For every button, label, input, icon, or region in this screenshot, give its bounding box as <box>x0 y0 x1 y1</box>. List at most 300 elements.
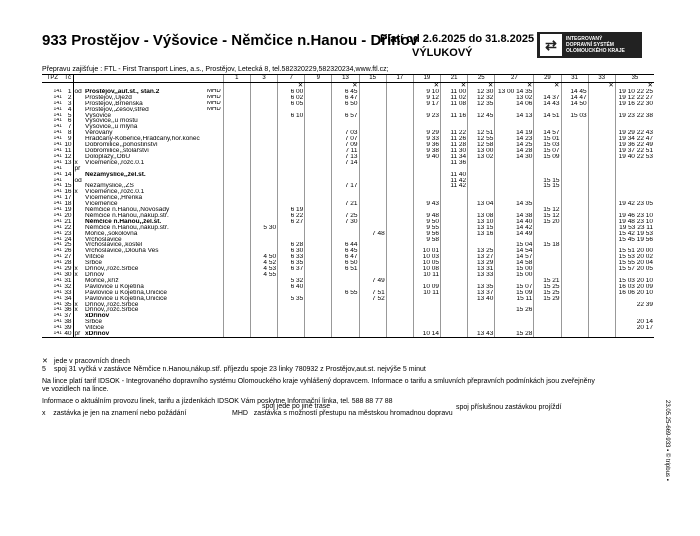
row-km: 2 <box>63 95 73 101</box>
column-header: Tč <box>64 74 72 81</box>
stop-name: Vrchoslavice,,Dlouhá Ves <box>85 248 159 255</box>
row-tpz: 141 <box>53 272 62 277</box>
row-od: x <box>74 301 78 308</box>
departure-time: 7 21 <box>332 201 359 207</box>
departure-time: 10 03 <box>413 254 440 260</box>
row-tpz: 141 <box>53 106 62 112</box>
departure-time: 14 06 <box>495 101 534 107</box>
departure-time: 11 30 <box>441 148 468 154</box>
departure-time: 10 08 <box>413 266 440 272</box>
departure-time: 6 37 <box>278 266 305 272</box>
row-tpz: 141 <box>53 183 62 189</box>
row-tpz: 141 <box>53 147 62 153</box>
stop-name: Němčice n.Hanou,,nákup.stř. <box>85 224 169 231</box>
departure-time: 11 36 <box>441 160 468 166</box>
departure-time: 15 03 <box>534 142 561 148</box>
stop-name: Nezamyslice,,žel.st. <box>85 171 146 178</box>
departure-time: 13 02 <box>468 154 495 160</box>
departure-time: 14 51 <box>534 113 561 119</box>
row-tpz: 141 <box>53 260 62 266</box>
departure-time: 15 29 <box>534 296 561 302</box>
departure-time: 6 47 <box>332 254 359 260</box>
row-od: od <box>74 177 82 184</box>
stop-name: Mořice,,kříž <box>85 277 119 284</box>
departure-time: 20 14 <box>615 319 654 325</box>
row-tpz: 141 <box>53 195 62 201</box>
departure-time: 4 50 <box>250 254 277 260</box>
row-od: př <box>73 331 84 337</box>
column-header: 9 <box>305 75 332 83</box>
column-header: TPZ <box>42 75 63 83</box>
stop-name: Prostějov,,Újezd <box>85 94 132 101</box>
departure-time: 13 31 <box>468 266 495 272</box>
departure-time: 10 09 <box>413 284 440 290</box>
row-tpz: 141 <box>53 207 62 213</box>
departure-time: 10 11 <box>413 290 440 296</box>
departure-time: 15 42 19 53 <box>615 231 654 237</box>
departure-time: 13 37 <box>468 290 495 296</box>
departure-time <box>588 331 615 337</box>
row-km: 19 <box>64 207 72 213</box>
stop-name: Prostějov,,Brněnská <box>85 100 143 107</box>
stop-name: Výšovice,,u mlýna <box>85 124 138 131</box>
departure-time: 14 49 <box>495 231 534 237</box>
departure-time: 9 43 <box>413 201 440 207</box>
row-km: 40 <box>64 331 72 338</box>
row-tpz: 141 <box>53 254 62 260</box>
departure-time: 9 33 <box>413 136 440 142</box>
row-tpz: 141 <box>53 230 62 236</box>
departure-time: 10 05 <box>413 260 440 266</box>
departure-time: 11 28 <box>441 142 468 148</box>
departure-time: 12 55 <box>468 136 495 142</box>
departure-time: 13 43 <box>468 331 495 337</box>
departure-time: 4 53 <box>250 266 277 272</box>
stop-name: Vícemeřice,,rozc.0.1 <box>85 159 145 166</box>
row-km: 4 <box>63 107 73 113</box>
stop-name: Doloplazy,,ObÚ <box>85 153 131 160</box>
stop-name: Výšovice <box>85 112 112 119</box>
departure-time: 13 16 <box>468 231 495 237</box>
departure-time: 6 05 <box>278 101 305 107</box>
departure-time: ✕ <box>534 83 561 89</box>
departure-time: 15 21 <box>534 278 561 284</box>
departure-time: 22 39 <box>615 302 654 308</box>
departure-time: 13 10 <box>468 219 495 225</box>
departure-time: 13 40 <box>468 296 495 302</box>
row-tpz: 141 <box>53 301 62 307</box>
row-km: 28 <box>64 260 72 267</box>
departure-time: 14 35 <box>495 201 534 207</box>
departure-time: 11 26 <box>441 136 468 142</box>
departure-time: 19 37 22 51 <box>615 148 654 154</box>
departure-time: 15 07 <box>534 148 561 154</box>
departure-time: 9 17 <box>413 101 440 107</box>
row-km: 34 <box>64 295 72 302</box>
departure-time: 9 40 <box>413 154 440 160</box>
stop-name: Vrchoslavice <box>85 236 122 243</box>
departure-time: 19 40 22 53 <box>615 154 654 160</box>
departure-time: 11 00 <box>441 89 468 95</box>
departure-time: 6 19 <box>278 207 305 213</box>
row-tpz: 141 <box>53 319 62 325</box>
row-km: 5 <box>63 113 73 119</box>
departure-time: 16 03 20 09 <box>615 284 654 290</box>
departure-time: 19 23 22 38 <box>615 113 654 119</box>
column-header: 3 <box>250 75 277 83</box>
stop-name: Prostějov,,aut.st., stan.2 <box>85 88 160 95</box>
departure-time: 7 11 <box>332 148 359 154</box>
stop-name: Pavlovice u Kojetína,Uničice <box>85 289 168 296</box>
row-km: 22 <box>64 224 72 231</box>
stop-name: Srbce <box>85 319 102 326</box>
header <box>42 32 642 62</box>
stop-name: Dřínov <box>85 272 105 278</box>
departure-time: ✕ <box>413 83 440 89</box>
departure-time: 11 22 <box>441 130 468 136</box>
row-tpz: 141 <box>53 94 62 100</box>
row-tpz: 141 <box>53 159 62 165</box>
column-header: 27 <box>495 75 534 83</box>
row-tpz: 141 <box>53 307 62 313</box>
stop-name: Vrchoslavice,,kostel <box>85 242 143 249</box>
column-header: 17 <box>386 75 413 83</box>
departure-time: 4 55 <box>250 272 277 278</box>
departure-time: 7 14 <box>332 160 359 166</box>
departure-time: 16 06 20 10 <box>615 290 654 296</box>
departure-time: 19 48 23 10 <box>615 219 654 225</box>
footer-symbol: spoj jede po jiné trase <box>262 403 331 410</box>
departure-time: 9 38 <box>413 148 440 154</box>
row-mhd: MHD <box>207 88 221 94</box>
stop-name: Němčice n.Hanou,,žel.st. <box>85 218 162 225</box>
row-km: 32 <box>64 283 72 290</box>
row-km: 35 <box>64 301 72 308</box>
departure-time: 4 52 <box>250 260 277 266</box>
departure-time: 15 07 <box>495 284 534 290</box>
departure-time: 6 45 <box>332 248 359 254</box>
departure-time: 6 35 <box>278 260 305 266</box>
departure-time: ✕ <box>278 83 305 89</box>
row-km: 10 <box>64 142 72 148</box>
departure-time <box>278 331 305 337</box>
departure-time: 6 47 <box>332 95 359 101</box>
stop-name: Vícemeřice,,Hřenka <box>85 195 143 202</box>
row-tpz: 141 <box>53 325 62 331</box>
table-row <box>42 331 654 337</box>
departure-time: 12 32 <box>468 95 495 101</box>
column-header: 7 <box>278 75 305 83</box>
stop-name: Mořice,,sokolovna <box>85 230 138 237</box>
departure-time: 10 11 <box>413 272 440 278</box>
row-km: 18 <box>64 201 72 208</box>
departure-time: 6 02 <box>278 95 305 101</box>
departure-time: 9 29 <box>413 130 440 136</box>
departure-time: 11 08 <box>441 101 468 107</box>
stop-name: xDřínov <box>85 313 110 320</box>
departure-time: 12 35 <box>468 101 495 107</box>
departure-time: 14 45 <box>561 89 588 95</box>
column-header <box>206 75 223 83</box>
stop-name: Dřínov,,rozc.Srbce <box>85 307 139 314</box>
legend-item: ✕ jede v pracovních dnech <box>42 358 130 365</box>
departure-time: 15 57 20 05 <box>615 266 654 272</box>
row-mhd: MHD <box>207 106 221 112</box>
row-km: 7 <box>63 124 73 130</box>
departure-time: 10 01 <box>413 248 440 254</box>
row-km: 26 <box>64 248 72 255</box>
departure-time: ✕ <box>332 83 359 89</box>
row-tpz: 141 <box>53 165 62 171</box>
row-km: 15 <box>64 183 72 190</box>
departure-time: 14 50 <box>561 101 588 107</box>
stop-name: Vícemeřice <box>85 201 118 208</box>
departure-time: 19 10 22 25 <box>615 89 654 95</box>
departure-time: 6 22 <box>278 213 305 219</box>
departure-time <box>250 331 277 337</box>
departure-time: 7 52 <box>359 296 386 302</box>
column-header: 19 <box>413 75 440 83</box>
departure-time <box>441 331 468 337</box>
row-od: př <box>74 165 81 172</box>
column-header: 31 <box>561 75 588 83</box>
row-tpz: 141 <box>53 277 62 283</box>
departure-time: 7 03 <box>332 130 359 136</box>
column-header <box>84 75 206 83</box>
departure-time: 15 09 <box>534 154 561 160</box>
departure-time: 15 25 <box>534 284 561 290</box>
row-km: 12 <box>64 153 72 160</box>
side-stamp: 23.05.25-669-933 ▪ © tripbus ▪ <box>664 400 670 481</box>
row-km: 33 <box>64 289 72 296</box>
departure-time: 15 25 <box>534 290 561 296</box>
departure-time: 14 37 <box>534 95 561 101</box>
row-tpz: 141 <box>42 331 63 337</box>
departure-time: 15 15 <box>534 178 561 184</box>
row-tpz: 141 <box>53 171 62 177</box>
row-tpz: 141 <box>53 136 62 142</box>
departure-time: 6 57 <box>332 113 359 119</box>
departure-time: 15 18 <box>534 242 561 248</box>
row-tpz: 141 <box>53 266 62 272</box>
departure-time: 5 35 <box>278 296 305 302</box>
departure-time: 19 42 23 05 <box>615 201 654 207</box>
departure-time: 15 00 <box>495 266 534 272</box>
row-tpz: 141 <box>53 295 62 301</box>
row-km: 8 <box>63 130 73 136</box>
departure-time: 14 57 <box>495 254 534 260</box>
column-header: 25 <box>468 75 495 83</box>
row-km: 30 <box>64 272 72 278</box>
departure-time: 15 15 <box>534 183 561 189</box>
row-km: 38 <box>64 319 72 326</box>
departure-time: 9 48 <box>413 213 440 219</box>
departure-time: 11 42 <box>441 178 468 184</box>
departure-time: 14 40 <box>495 219 534 225</box>
departure-time: 9 58 <box>413 237 440 243</box>
column-header: 1 <box>223 75 250 83</box>
column-header: 13 <box>332 75 359 83</box>
route-title: 933 Prostějov - Výšovice - Němčice n.Hanou - Dřínov <box>42 32 418 49</box>
departure-time: 15 26 <box>495 307 534 313</box>
departure-time: 12 58 <box>468 142 495 148</box>
column-header: 29 <box>534 75 561 83</box>
row-km: 39 <box>64 325 72 332</box>
departure-time: 9 56 <box>413 231 440 237</box>
departure-time: 14 19 <box>495 130 534 136</box>
tariff-note: Na lince platí tarif IDSOK - Integrovaného dopravního systému Olomouckého kraje vyhlášený dopravcem. Informace o tarifu a smluvních přepravních podmínkách jsou zveřejněny ve vozidlech na lince. <box>42 378 595 393</box>
departure-time: 13 04 <box>468 201 495 207</box>
departure-time: 7 09 <box>332 142 359 148</box>
departure-time: 15 55 20 04 <box>615 260 654 266</box>
row-tpz: 141 <box>53 218 62 224</box>
departure-time: 14 38 <box>495 213 534 219</box>
stop-name: Věrovany <box>85 130 113 137</box>
departure-time: 5 32 <box>278 278 305 284</box>
departure-time: 12 45 <box>468 113 495 119</box>
row-km: 17 <box>64 195 72 202</box>
departure-time: 9 10 <box>413 89 440 95</box>
departure-time: 13 00 <box>468 148 495 154</box>
info-line: Informace o aktuálním provozu linek, tarifu a jízdenkách IDSOK Vám poskytne Informační linka, tel. 588 88 77 88 <box>42 398 393 405</box>
variant-label: VÝLUKOVÝ <box>412 47 473 59</box>
departure-time: 14 30 <box>495 154 534 160</box>
row-km: 11 <box>64 147 72 154</box>
departure-time <box>615 331 654 337</box>
departure-time: 15 20 <box>534 219 561 225</box>
row-km: 20 <box>64 212 72 219</box>
stop-name: xDřínov <box>84 331 206 337</box>
departure-time: 19 29 22 43 <box>615 130 654 136</box>
departure-time: 11 02 <box>441 95 468 101</box>
departure-time: 14 13 <box>495 113 534 119</box>
departure-time: 15 01 <box>534 136 561 142</box>
row-od: x <box>74 272 78 278</box>
stop-name: Výšovice,,u mostu <box>85 118 138 125</box>
departure-time: 13 27 <box>468 254 495 260</box>
stop-name: Pavlovice u Kojetína <box>85 283 144 290</box>
departure-time: 13 33 <box>468 272 495 278</box>
departure-time: 12 30 <box>468 89 495 95</box>
logo-text: INTEGROVANÝ DOPRAVNÍ SYSTÉM OLOMOUCKÉHO KRAJE <box>566 36 625 54</box>
departure-time: 15 51 20 00 <box>615 248 654 254</box>
row-tpz: 141 <box>53 88 62 94</box>
stop-name: Pavlovice u Kojetína,Uničice <box>85 295 168 302</box>
departure-time: ✕ <box>588 83 615 89</box>
column-header: 15 <box>359 75 386 83</box>
row-km: 24 <box>64 236 72 243</box>
departure-time: 14 58 <box>495 260 534 266</box>
column-header <box>73 75 84 83</box>
stop-name: Vitčice <box>85 325 105 332</box>
idsok-logo <box>537 32 642 58</box>
row-km: 6 <box>63 118 73 124</box>
departure-time: 7 13 <box>332 154 359 160</box>
row-tpz: 141 <box>53 313 62 319</box>
departure-time: 7 30 <box>332 219 359 225</box>
legend <box>42 358 652 374</box>
departure-time: 6 40 <box>278 284 305 290</box>
departure-time: 7 49 <box>359 278 386 284</box>
row-tpz: 141 <box>53 201 62 207</box>
row-tpz: 141 <box>53 100 62 106</box>
carrier-line: Přepravu zajišťuje : FTL - First Transport Lines, a.s., Prostějov, Letecká 8, tel.582320229,582320234,www.ftl.cz; <box>42 66 389 73</box>
timetable <box>42 74 654 338</box>
stop-name: Srbce <box>85 260 102 267</box>
departure-time <box>223 331 250 337</box>
departure-time <box>386 331 413 337</box>
departure-time: 20 17 <box>615 325 654 331</box>
departure-time: 15 11 <box>495 296 534 302</box>
row-od: x <box>74 266 78 272</box>
departure-time: 13 15 <box>468 225 495 231</box>
departure-time: 15 28 <box>495 331 534 337</box>
row-tpz: 141 <box>53 118 62 124</box>
row-km: 14 <box>64 171 72 178</box>
stop-name: Hradčany-Kobeřice,Hradčany,hor.konec <box>85 136 200 143</box>
row-km: 27 <box>64 254 72 261</box>
departure-time: 6 28 <box>278 242 305 248</box>
row-tpz: 141 <box>53 289 62 295</box>
departure-time: 11 34 <box>441 154 468 160</box>
departure-time: 19 12 22 27 <box>615 95 654 101</box>
departure-time: 19 16 22 30 <box>615 101 654 107</box>
row-tpz: 141 <box>53 189 62 195</box>
column-header: 21 <box>441 75 468 83</box>
departure-time: 11 40 <box>441 172 468 178</box>
row-km: 37 <box>64 313 72 320</box>
row-tpz: 141 <box>53 177 62 183</box>
row-od: x <box>74 307 78 314</box>
footer-symbol: MHD zastávka s možností přestupu na městskou hromadnou dopravu <box>232 410 453 417</box>
departure-time: 7 48 <box>359 231 386 237</box>
row-tpz: 141 <box>53 283 62 289</box>
departure-time: ✕ <box>495 83 534 89</box>
departure-time: 10 14 <box>413 331 440 337</box>
departure-time: 6 44 <box>332 242 359 248</box>
row-tpz: 141 <box>53 153 62 159</box>
departure-time: 6 50 <box>332 101 359 107</box>
row-km: 9 <box>63 136 73 142</box>
footer-symbol: spoj příslušnou zastávkou projíždí <box>456 404 562 411</box>
departure-time: 19 34 22 47 <box>615 136 654 142</box>
departure-time: 15 03 <box>561 113 588 119</box>
row-tpz: 141 <box>53 236 62 242</box>
departure-time: 15 09 <box>495 290 534 296</box>
departure-time: 9 12 <box>413 95 440 101</box>
stop-name: Dřínov,,rozc.Srbce <box>85 301 139 308</box>
departure-time: 13 02 <box>495 95 534 101</box>
row-tpz: 141 <box>53 248 62 254</box>
row-tpz: 141 <box>53 242 62 248</box>
departure-time: 19 46 23 10 <box>615 213 654 219</box>
row-km: 16 <box>64 189 72 196</box>
departure-time: 6 30 <box>278 248 305 254</box>
departure-time: 13 29 <box>468 260 495 266</box>
table-header <box>42 75 654 83</box>
row-od: od <box>74 88 82 95</box>
stop-name: Nezamyslice,,ZŠ <box>85 183 134 190</box>
departure-time <box>534 331 561 337</box>
row-od: x <box>74 159 78 166</box>
departure-time: 19 36 22 49 <box>615 142 654 148</box>
validity: Platí od 2.6.2025 do 31.8.2025 <box>380 33 535 45</box>
departure-time: 14 54 <box>495 248 534 254</box>
departure-time: 15 00 <box>495 272 534 278</box>
row-tpz: 141 <box>53 130 62 136</box>
column-header: 33 <box>588 75 615 83</box>
stop-name: Dřínov,,rozc.Srbce <box>85 266 139 272</box>
